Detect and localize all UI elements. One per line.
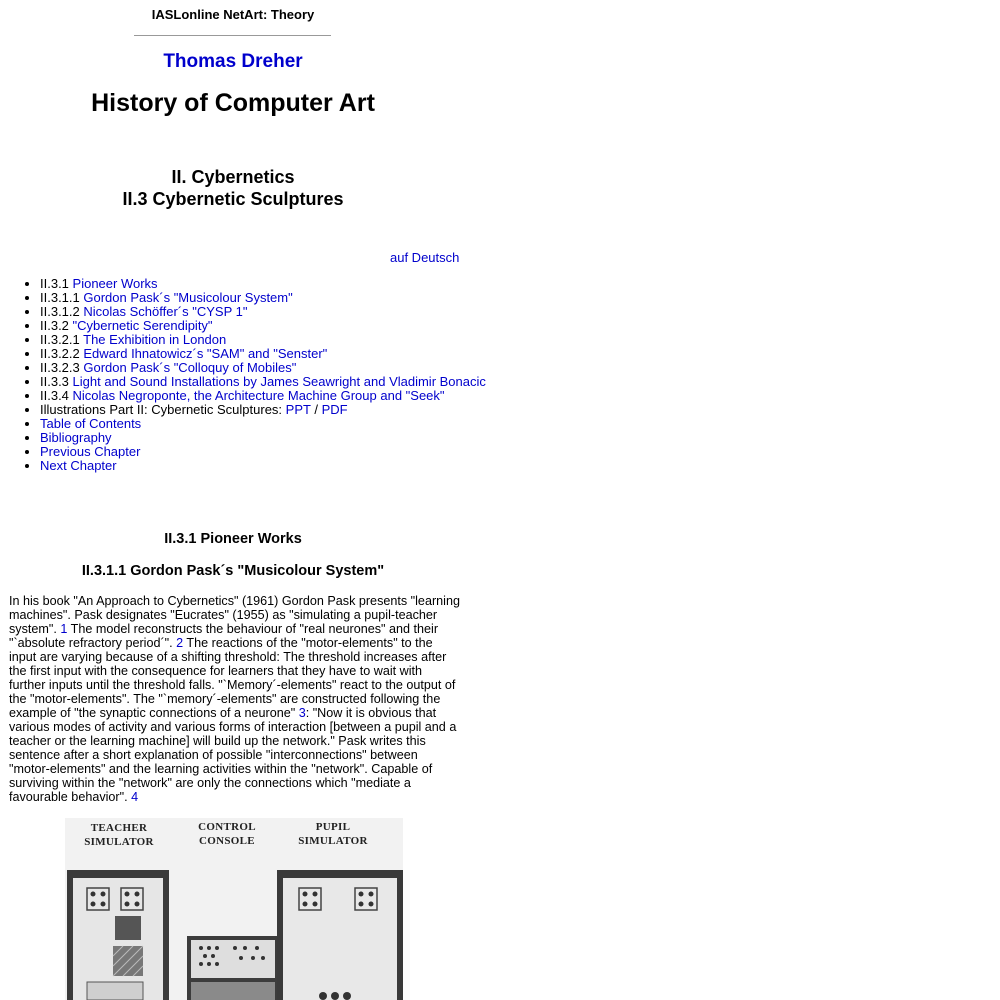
pupil-knob: [369, 902, 374, 907]
toc-prefix: II.3.2.1: [40, 332, 84, 347]
toc-item-illustrations: [40, 403, 500, 417]
label-teacher-line-2: SIMULATOR: [84, 836, 154, 848]
bibliography-link[interactable]: Bibliography: [40, 430, 112, 445]
toc-item: [40, 375, 500, 389]
toc-prefix: II.3.2: [40, 318, 73, 333]
pdf-link[interactable]: PDF: [321, 402, 348, 417]
toc-prefix: II.3.3: [40, 374, 73, 389]
section-heading: II.3.1 Pioneer Works: [164, 531, 302, 547]
toc-prefix: II.3.1.1: [40, 290, 84, 305]
pupil-big-dial: [343, 992, 351, 1000]
toc-link[interactable]: Gordon Pask´s "Colloquy of Mobiles": [83, 360, 297, 375]
toc-prefix: II.3.1: [40, 276, 73, 291]
pupil-panel: [283, 878, 397, 1000]
pupil-knob: [303, 892, 308, 897]
toc-item-previous: [40, 445, 500, 459]
toc-link[interactable]: Edward Ihnatowicz´s "SAM" and "Senster": [83, 346, 328, 361]
pupil-big-dial: [331, 992, 339, 1000]
toc-item: [40, 333, 500, 347]
toc-link[interactable]: "Cybernetic Serendipity": [72, 318, 213, 333]
label-control-line-2: CONSOLE: [199, 835, 255, 847]
toc-link[interactable]: Light and Sound Installations by James Seawright and Vladimir Bonacic: [72, 374, 486, 389]
body-text-3: The reactions of the "motor-elements" to the input are varying because of a shifting threshold: The threshold increases after the first input with the consequence for learners that they have to wait with further inputs until the threshold falls. "`Memory´-elements" react to the output of the "motor-elements". The "`memory´-elements" are constructed following the example of "the synaptic connections of a neurone": [9, 636, 456, 720]
label-teacher-line-1: TEACHER: [90, 822, 148, 834]
toc-link[interactable]: Nicolas Negroponte, the Architecture Machine Group and "Seek": [72, 388, 445, 403]
toc-item: [40, 361, 500, 375]
toc-item-contents: [40, 417, 500, 431]
table-of-contents-link[interactable]: Table of Contents: [40, 416, 142, 431]
label-control-console: [187, 820, 267, 848]
language-link[interactable]: auf Deutsch: [390, 250, 460, 265]
footnote-link-1[interactable]: 1: [60, 622, 68, 636]
toc-item: [40, 389, 500, 403]
ppt-link[interactable]: PPT: [285, 402, 311, 417]
author-name[interactable]: Thomas Dreher: [163, 51, 303, 72]
label-control-line-1: CONTROL: [198, 821, 256, 833]
body-text-2: The model reconstructs the behaviour of "real neurones" and their "`absolute refractory period´".: [9, 622, 439, 650]
toc-prefix: II.3.4: [40, 388, 73, 403]
body-text-1: In his book "An Approach to Cybernetics" (1961) Gordon Pask presents "learning machines". Pask designates "Eucrates" (1955) as "simulating a pupil-teacher system".: [9, 594, 460, 636]
pupil-big-dial: [319, 992, 327, 1000]
toc-link[interactable]: The Exhibition in London: [83, 332, 227, 347]
pupil-knob: [359, 902, 364, 907]
footnote-link-4[interactable]: 4: [131, 790, 139, 804]
subsection-heading: II.3.1.1 Gordon Pask´s "Musicolour System": [81, 563, 385, 579]
toc-link[interactable]: Pioneer Works: [72, 276, 158, 291]
label-teacher-simulator: [79, 821, 159, 849]
toc-item-next: [40, 459, 500, 473]
label-pupil-line-2: SIMULATOR: [298, 835, 368, 847]
footnote-link-3[interactable]: 3: [298, 706, 306, 720]
footnote-link-2[interactable]: 2: [176, 636, 184, 650]
pupil-knob: [303, 902, 308, 907]
author-link[interactable]: [0, 51, 466, 73]
console-lower: [191, 982, 275, 1000]
teacher-knob: [91, 902, 96, 907]
site-title: IASLonline NetArt: Theory: [151, 7, 315, 22]
teacher-knob: [125, 892, 130, 897]
illustrations-separator: /: [310, 402, 322, 417]
pupil-knob: [359, 892, 364, 897]
pupil-knob: [313, 902, 318, 907]
teacher-knob: [125, 902, 130, 907]
header-rule: [134, 35, 331, 36]
teacher-knob: [135, 892, 140, 897]
body-text-4: : "Now it is obvious that various modes of activity and various forms of interaction [between a pupil and a teacher or the learning machine] will build up the network." Pask writes this sentence after a short explanation of possible "interconnections" between "motor-elements" and the learning activities within the "network". Capable of surviving within the "network" are only the connections which "mediate a favourable behavior".: [9, 706, 457, 804]
teacher-knob: [135, 902, 140, 907]
pupil-knob: [369, 892, 374, 897]
toc-item: [40, 305, 500, 319]
pupil-knob: [313, 892, 318, 897]
toc-item: [40, 347, 500, 361]
chapter-heading: [0, 166, 466, 210]
toc-link[interactable]: Nicolas Schöffer´s "CYSP 1": [83, 304, 248, 319]
chapter-line-2: II.3 Cybernetic Sculptures: [122, 189, 344, 209]
chapter-line-1: II. Cybernetics: [171, 167, 295, 187]
previous-chapter-link[interactable]: Previous Chapter: [40, 444, 141, 459]
illustrations-prefix: Illustrations Part II: Cybernetic Sculptures:: [40, 402, 286, 417]
teacher-lamp-grid: [115, 916, 141, 940]
table-of-contents: [0, 277, 500, 473]
label-pupil-line-1: PUPIL: [315, 821, 351, 833]
body-paragraph: [9, 594, 461, 804]
teacher-lower-box: [87, 982, 143, 1000]
toc-link[interactable]: Gordon Pask´s "Musicolour System": [83, 290, 293, 305]
toc-prefix: II.3.2.2: [40, 346, 84, 361]
teacher-knob: [91, 892, 96, 897]
page-title: History of Computer Art: [91, 89, 375, 117]
musicolour-photo: [65, 818, 403, 1000]
toc-item: [40, 319, 500, 333]
toc-prefix: II.3.1.2: [40, 304, 84, 319]
teacher-knob: [101, 892, 106, 897]
toc-item: [40, 291, 500, 305]
toc-item-bibliography: [40, 431, 500, 445]
toc-prefix: II.3.2.3: [40, 360, 84, 375]
label-pupil-simulator: [293, 820, 373, 848]
teacher-knob: [101, 902, 106, 907]
next-chapter-link[interactable]: Next Chapter: [40, 458, 117, 473]
toc-item: [40, 277, 500, 291]
